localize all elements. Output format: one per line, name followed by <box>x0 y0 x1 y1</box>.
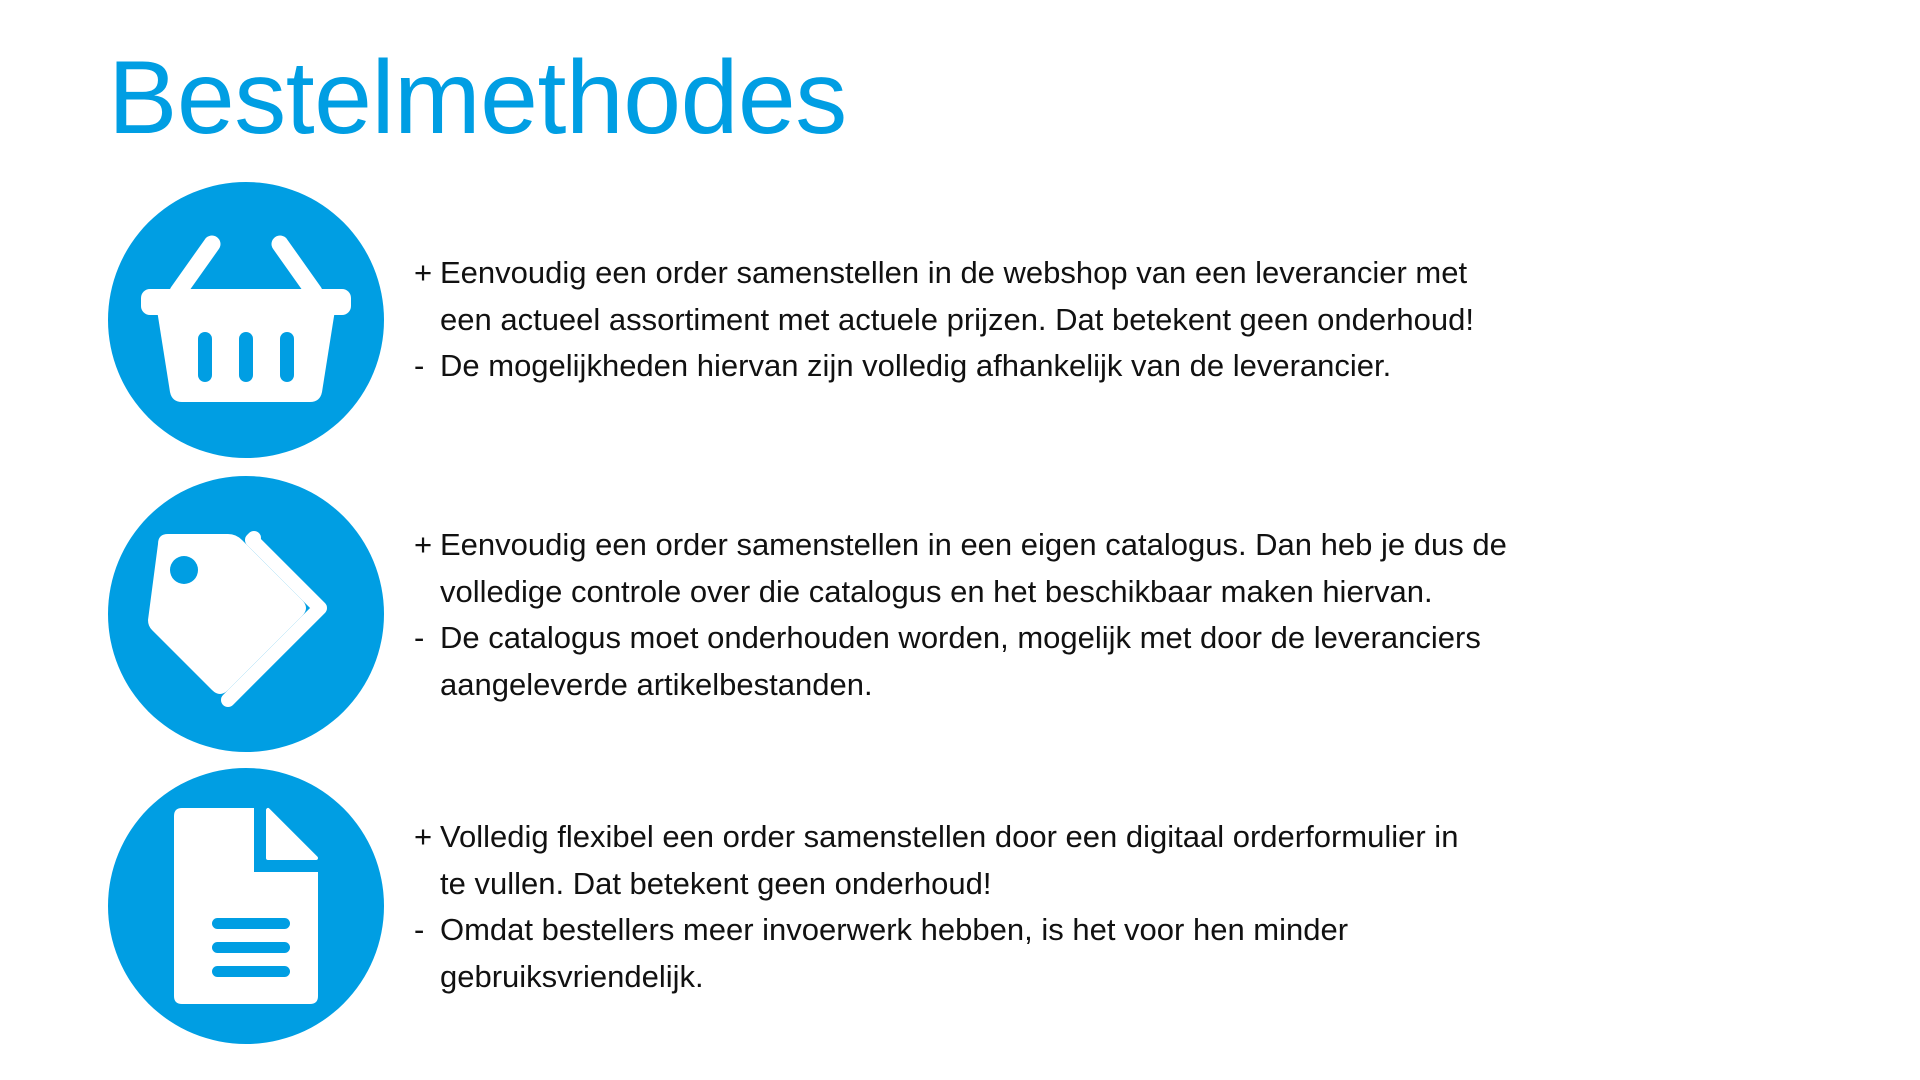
method-catalogus-text <box>414 522 1507 708</box>
con-continuation: gebruiksvriendelijk. <box>440 958 704 994</box>
page-title: Bestelmethodes <box>108 40 847 156</box>
pro-continuation: volledige controle over die catalogus en het beschikbaar maken hiervan. <box>440 573 1433 609</box>
con-text: De catalogus moet onderhouden worden, mogelijk met door de leveranciers <box>440 620 1481 655</box>
pro-line <box>414 522 1507 569</box>
plus-symbol: + <box>414 527 433 562</box>
con-text: Omdat bestellers meer invoerwerk hebben, is het voor hen minder <box>440 912 1349 947</box>
con-text: De mogelijkheden hiervan zijn volledig afhankelijk van de leverancier. <box>440 348 1392 383</box>
document-icon <box>108 768 384 1044</box>
method-webshop-text <box>414 250 1474 390</box>
pro-line <box>414 250 1474 297</box>
pro-text: Eenvoudig een order samenstellen in de webshop van een leverancier met <box>440 255 1468 290</box>
con-continuation: aangeleverde artikelbestanden. <box>440 666 873 702</box>
minus-symbol: - <box>414 912 425 947</box>
method-webshop <box>108 182 1808 458</box>
method-orderformulier-text <box>414 814 1458 1000</box>
method-catalogus <box>108 476 1808 752</box>
shopping-basket-icon <box>108 182 384 458</box>
plus-symbol: + <box>414 255 433 290</box>
con-line <box>414 615 1507 662</box>
price-tags-icon <box>108 476 384 752</box>
pro-continuation: te vullen. Dat betekent geen onderhoud! <box>440 865 992 901</box>
method-orderformulier <box>108 768 1808 1044</box>
minus-symbol: - <box>414 620 425 655</box>
minus-symbol: - <box>414 348 425 383</box>
pro-line <box>414 814 1458 861</box>
pro-continuation: een actueel assortiment met actuele prijzen. Dat betekent geen onderhoud! <box>440 301 1474 337</box>
pro-text: Volledig flexibel een order samenstellen door een digitaal orderformulier in <box>440 819 1459 854</box>
plus-symbol: + <box>414 819 433 854</box>
con-line <box>414 907 1458 954</box>
con-line <box>414 343 1474 390</box>
pro-text: Eenvoudig een order samenstellen in een eigen catalogus. Dan heb je dus de <box>440 527 1507 562</box>
